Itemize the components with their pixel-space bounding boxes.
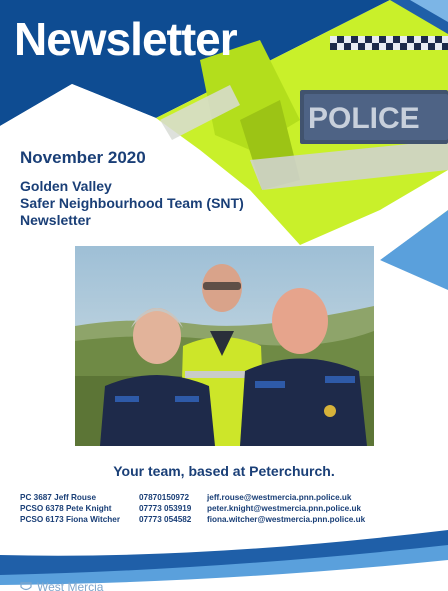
contact-name: PCSO 6378 Pete Knight: [20, 504, 112, 513]
contact-phone: 07870150972: [139, 493, 190, 502]
contact-row: [20, 503, 440, 514]
police-label: [300, 90, 448, 144]
issue-month: November 2020: [20, 148, 146, 167]
team-heading: Your team, based at Peterchurch.: [113, 463, 335, 479]
contact-name: PCSO 6173 Fiona Witcher: [20, 515, 121, 524]
contact-name: PC 3687 Jeff Rouse: [20, 493, 96, 502]
team-photo: [75, 246, 374, 446]
footer-logo: [20, 581, 103, 591]
contact-list: [20, 492, 440, 525]
newsletter-title: Newsletter: [14, 13, 237, 65]
crest-icon: [20, 582, 32, 591]
police-text: POLICE: [308, 102, 420, 135]
footer-logo-text: West Mercia: [37, 580, 104, 591]
contact-row: [20, 514, 440, 525]
subtitle-team: Safer Neighbourhood Team (SNT): [20, 195, 244, 211]
contact-phone: 07773 054582: [139, 515, 192, 524]
contact-email[interactable]: peter.knight@westmercia.pnn.police.uk: [207, 504, 362, 513]
contact-row: [20, 492, 440, 503]
contact-phone: 07773 053919: [139, 504, 192, 513]
contact-email[interactable]: fiona.witcher@westmercia.pnn.police.uk: [207, 515, 366, 524]
subtitle-area: Golden Valley: [20, 178, 112, 194]
checker-band: [330, 36, 448, 50]
contact-email[interactable]: jeff.rouse@westmercia.pnn.police.uk: [207, 493, 352, 502]
subtitle-newsletter: Newsletter: [20, 212, 91, 228]
